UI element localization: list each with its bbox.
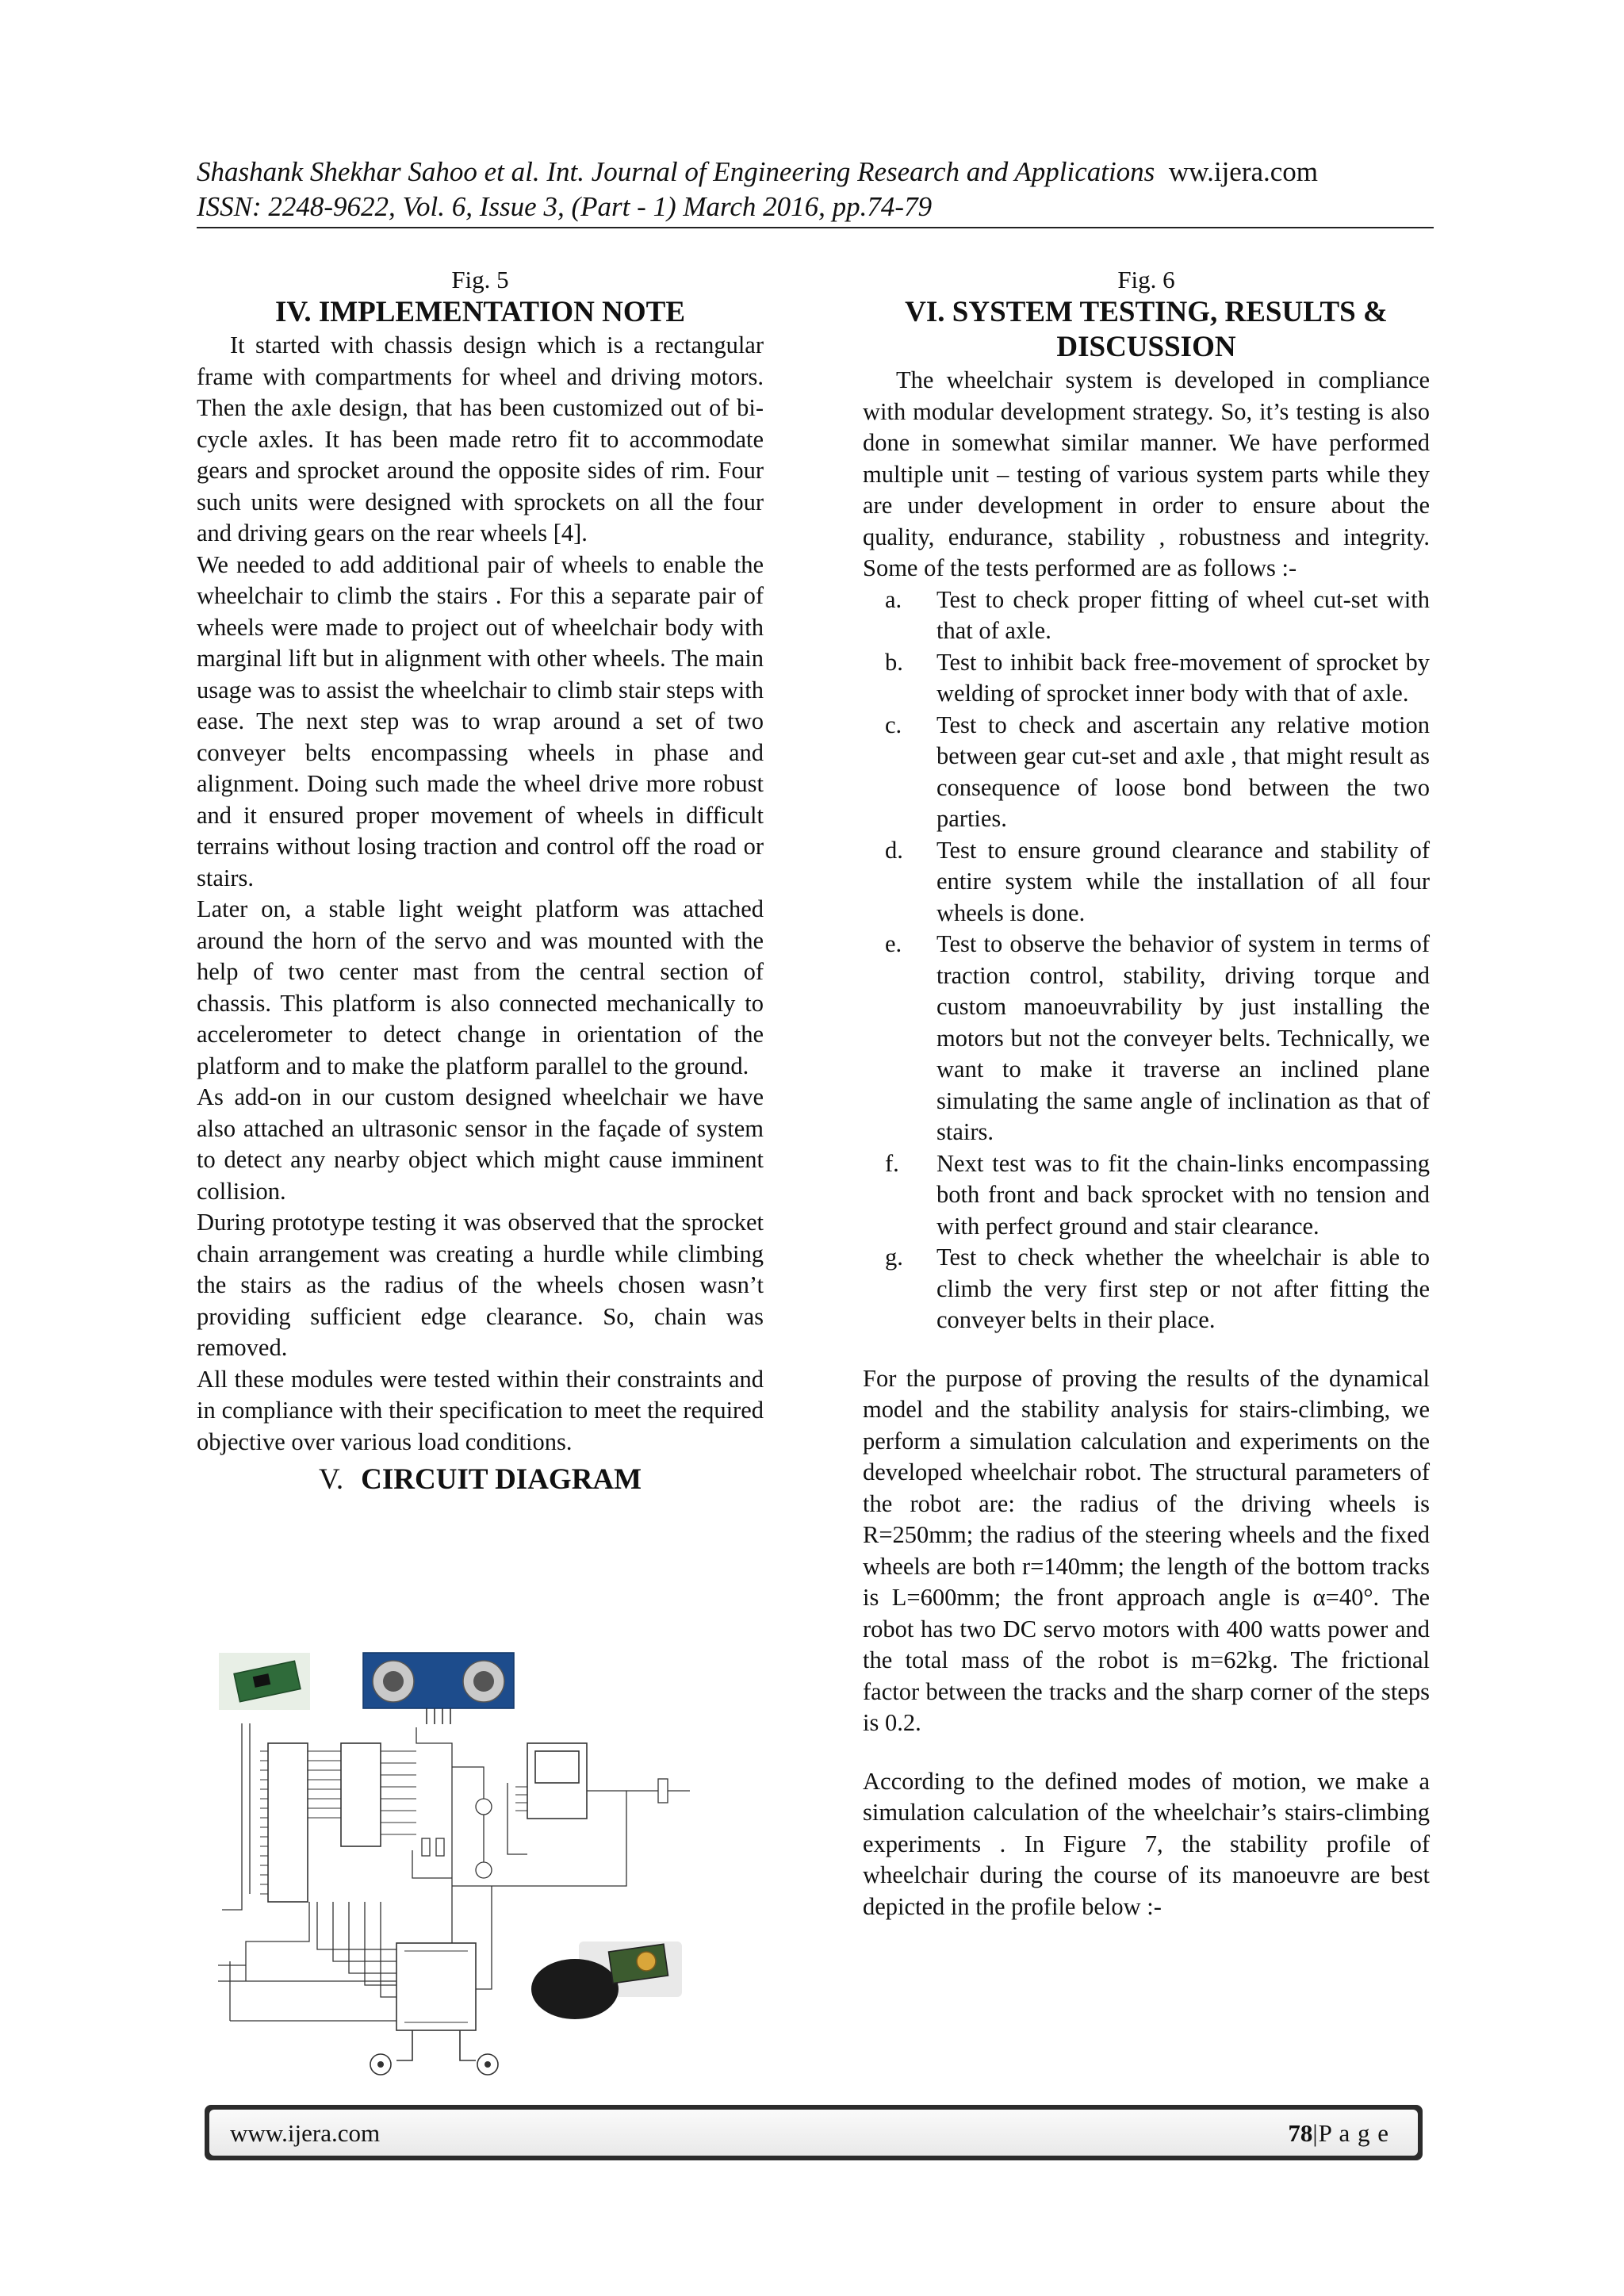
list-item (863, 710, 1430, 835)
paragraph: The wheelchair system is developed in compliance with modular development strategy. So, it’s testing is also done in somewhat similar manner. We have performed multiple unit – testing of various system parts while they are under development in order to ensure about the quality, endurance, stability , robustness and integrity. Some of the tests performed are as follows :- (863, 366, 1430, 581)
list-item (863, 585, 1430, 647)
section-implementation-heading: IV. IMPLEMENTATION NOTE (274, 296, 686, 328)
list-item (863, 835, 1430, 930)
header-citation: Shashank Shekhar Sahoo et al. Int. Journal of Engineering Research and Applications (197, 156, 1155, 187)
list-item-text: Test to check proper fitting of wheel cut-set with that of axle. (936, 585, 1430, 644)
paragraph: Later on, a stable light weight platform was attached around the horn of the servo and was mounted with the help of two center mast from the central section of chassis. This platform is also connected mechanically to accelerometer to detect change in orientation of the platform and to make the platform parallel to the ground. (197, 895, 764, 1079)
section-circuit-heading (197, 1462, 764, 1497)
page-number-value: 78 (1288, 2119, 1313, 2147)
fig5-caption: Fig. 5 (451, 266, 509, 293)
circuit-diagram-figure (214, 1648, 706, 2088)
list-item-text: Test to check whether the wheelchair is able to climb the very first step or not after fitting the conveyer belts in their place. (936, 1244, 1430, 1333)
list-item (863, 647, 1430, 710)
lcd-display (515, 1743, 587, 1819)
list-marker: e. (885, 930, 902, 957)
test-list (863, 585, 1430, 1336)
fig6-caption: Fig. 6 (1117, 266, 1175, 293)
paragraph: All these modules were tested within their constraints and in compliance with their specification to meet the required objective over various load conditions. (197, 1365, 764, 1455)
list-marker: f. (885, 1149, 899, 1177)
list-item-text: Test to ensure ground clearance and stability of entire system while the installation of all four wheels is done. (936, 836, 1430, 926)
page-number (1288, 2119, 1389, 2148)
list-item-text: Next test was to fit the chain-links encompassing both front and back sprocket with no tension and with perfect ground and stair clearance. (936, 1149, 1430, 1240)
list-marker: b. (885, 648, 903, 676)
list-marker: c. (885, 711, 902, 738)
page-label: |P a g e (1312, 2119, 1389, 2147)
left-column (197, 265, 764, 1497)
accelerometer-module-image (219, 1653, 310, 1710)
page-footer (205, 2105, 1423, 2160)
paragraph: It started with chassis design which is a rectangular frame with compartments for wheel and driving motors. Then the axle design, that has been customized out of bi-cycle axles. It has been made retro fit to accommodate gears and sprocket around the opposite sides of rim. Four such units were designed with sprockets on all the four and driving gears on the rear wheels [4]. (197, 332, 764, 546)
list-item-text: Test to inhibit back free-movement of sprocket by welding of sprocket inner body with that of axle. (936, 648, 1430, 707)
header-issn-line: ISSN: 2248-9622, Vol. 6, Issue 3, (Part - 1) March 2016, pp.74-79 (197, 191, 933, 222)
header-rule (197, 227, 1434, 228)
list-marker: d. (885, 836, 903, 864)
footer-panel (209, 2110, 1418, 2156)
header-journal-line (197, 155, 1434, 190)
servo-motor-image (531, 1941, 682, 2019)
heading-line: DISCUSSION (1056, 331, 1236, 363)
list-item (863, 1148, 1430, 1243)
paragraph: According to the defined modes of motion, we make a simulation calculation of the wheelchair’s stairs-climbing experiments . In Figure 7, the stability profile of wheelchair during the course of its manoeuvre are best depicted in the profile below :- (863, 1767, 1430, 1920)
right-column (863, 265, 1430, 1922)
paragraph: We needed to add additional pair of wheels to enable the wheelchair to climb the stairs . For this a separate pair of wheels were made to project out of wheelchair body with marginal lift but in alignment with other wheels. The main usage was to assist the wheelchair to climb stair steps with ease. The next step was to wrap around a set of two conveyer belts encompassing wheels in phase and alignment. Doing such made the wheel drive more robust and it ensured proper movement of wheels in difficult terrains without losing traction and control off the road or stairs. (197, 550, 764, 891)
list-item-text: Test to check and ascertain any relative motion between gear cut-set and axle , that might result as consequence of loose bond between the two parties. (936, 711, 1430, 832)
heading-line: VI. SYSTEM TESTING, RESULTS & (905, 296, 1388, 328)
motor-driver-ic (396, 1943, 476, 2060)
list-marker: g. (885, 1244, 903, 1271)
list-item (863, 1242, 1430, 1336)
section-testing-heading (863, 295, 1430, 365)
running-header (197, 155, 1434, 224)
paragraph: During prototype testing it was observed that the sprocket chain arrangement was creating a hurdle while climbing the stairs as the radius of the wheels chosen wasn’t providing sufficient edge clearance. So, chain was removed. (197, 1209, 764, 1361)
section-title: CIRCUIT DIAGRAM (361, 1463, 642, 1496)
dc-motor-right (477, 2054, 498, 2075)
paragraph: For the purpose of proving the results of the dynamical model and the stability analysis for stairs-climbing, we perform a simulation calculation and experiments on the developed wheelchair robot. The structural parameters of the robot are: the radius of the driving wheels is R=250mm; the radius of the steering wheels and the fixed wheels are both r=140mm; the length of the bottom tracks is L=600mm; the front approach angle is α=40°. The robot has two DC servo motors with 400 watts power and the total mass of the robot is m=62kg. The frictional factor between the tracks and the sharp corner of the steps is 0.2. (863, 1364, 1430, 1736)
footer-url[interactable]: www.ijera.com (230, 2119, 381, 2147)
ultrasonic-sensor-image (363, 1653, 514, 1724)
paragraph: As add-on in our custom designed wheelchair we have also attached an ultrasonic sensor in the façade of system to detect any nearby object which might cause imminent collision. (197, 1083, 764, 1205)
header-url[interactable]: ww.ijera.com (1168, 156, 1319, 187)
list-item-text: Test to observe the behavior of system in terms of traction control, stability, driving torque and custom manoeuvrability by just installing the motors but not the conveyer belts. Technically, we want to make it traverse an inclined plane simulating the same angle of inclination as that of stairs. (936, 930, 1430, 1145)
list-item (863, 929, 1430, 1148)
section-number: V. (318, 1463, 344, 1496)
list-marker: a. (885, 585, 902, 613)
driver-ic (341, 1743, 416, 1846)
dc-motor-left (370, 2054, 391, 2075)
